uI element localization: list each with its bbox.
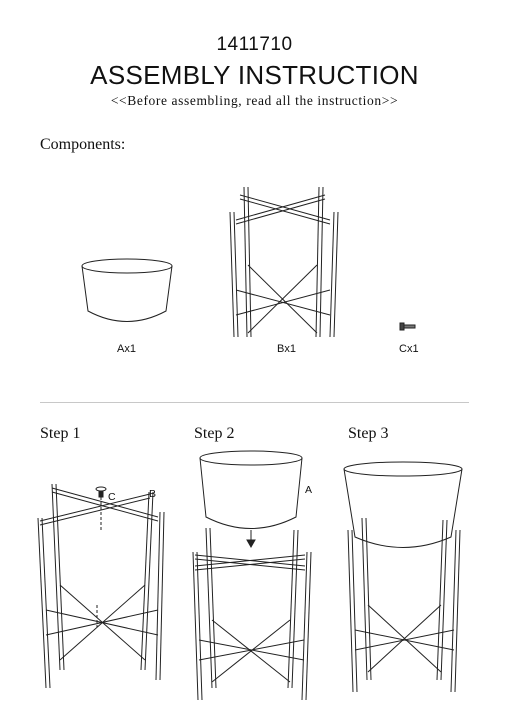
step1-label: Step 1	[40, 425, 81, 442]
step2-tag-a: A	[305, 484, 313, 496]
step1-tag-b: B	[149, 488, 157, 500]
component-a-label: Ax1	[117, 343, 136, 355]
step2-label: Step 2	[194, 425, 235, 442]
step3-finished	[344, 462, 462, 692]
step3-label: Step 3	[348, 425, 389, 442]
step2-assembly	[193, 451, 311, 700]
component-c-label: Cx1	[399, 343, 419, 355]
components-heading: Components:	[40, 136, 126, 153]
page-subtitle: <<Before assembling, read all the instruction>>	[110, 93, 399, 108]
product-code: 1411710	[216, 34, 293, 55]
section-divider	[40, 402, 469, 403]
pot-component-a	[82, 259, 172, 322]
page-title: ASSEMBLY INSTRUCTION	[90, 60, 419, 90]
stand-component-b	[230, 187, 338, 337]
step1-stand	[38, 484, 164, 688]
step1-tag-c: C	[108, 491, 116, 503]
component-b-label: Bx1	[277, 343, 296, 355]
screw-component-c	[400, 323, 415, 330]
